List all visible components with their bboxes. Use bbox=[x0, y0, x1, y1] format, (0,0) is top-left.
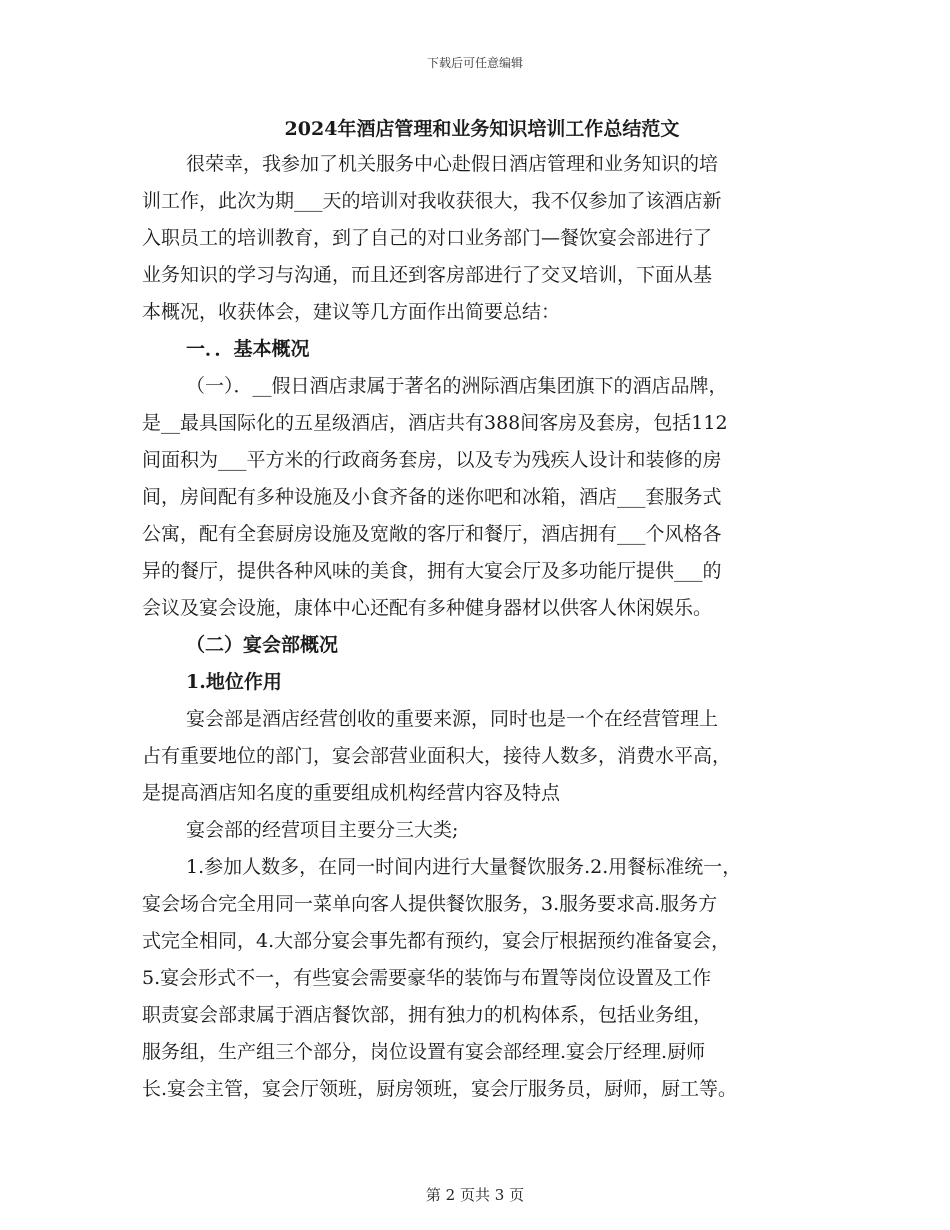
section-heading-line: 1.地位作用 bbox=[186, 671, 282, 693]
paragraph-line: 异的餐厅，提供各种风味的美食，拥有大宴会厅及多功能厅提供___的 bbox=[142, 560, 722, 582]
paragraph-line: 宴会部的经营项目主要分三大类; bbox=[186, 819, 459, 841]
paragraph-line: 是__最具国际化的五星级酒店，酒店共有388间客房及套房，包括112 bbox=[142, 412, 728, 434]
paragraph-line: 1.参加人数多，在同一时间内进行大量餐饮服务.2.用餐标准统一， bbox=[186, 856, 742, 878]
paragraph-line: 服务组，生产组三个部分，岗位设置有宴会部经理.宴会厅经理.厨师 bbox=[142, 1041, 706, 1063]
page-footer: 第 2 页共 3 页 bbox=[425, 1186, 525, 1204]
paragraph-line: 占有重要地位的部门，宴会部营业面积大，接待人数多，消费水平高， bbox=[142, 745, 732, 767]
paragraph-line: 长.宴会主管，宴会厅领班，厨房领班，宴会厅服务员，厨师，厨工等。 bbox=[142, 1078, 738, 1100]
page-header: 下载后可任意编辑 bbox=[426, 56, 523, 70]
paragraph-line: 式完全相同，4.大部分宴会事先都有预约，宴会厅根据预约准备宴会， bbox=[142, 930, 731, 952]
paragraph-line: 间，房间配有多种设施及小食齐备的迷你吧和冰箱，酒店___套服务式 bbox=[142, 486, 722, 508]
paragraph-line: 入职员工的培训教育，到了自己的对口业务部门—餐饮宴会部进行了 bbox=[142, 227, 713, 249]
section-heading-line: 一．．基本概况 bbox=[186, 338, 310, 360]
paragraph-line: （一）．__假日酒店隶属于著名的洲际酒店集团旗下的酒店品牌， bbox=[186, 375, 728, 397]
section-heading-line: （二）宴会部概况 bbox=[186, 634, 339, 656]
document-body bbox=[142, 112, 822, 1108]
paragraph-line: 宴会场合完全用同一菜单向客人提供餐饮服务，3.服务要求高.服务方 bbox=[142, 893, 718, 915]
paragraph-line: 训工作，此次为期___天的培训对我收获很大，我不仅参加了该酒店新 bbox=[142, 190, 722, 212]
paragraph-line: 是提高酒店知名度的重要组成机构经营内容及特点 bbox=[142, 782, 561, 804]
document-title: 2024年酒店管理和业务知识培训工作总结范文 bbox=[284, 118, 680, 140]
paragraph-lines bbox=[142, 146, 822, 1108]
paragraph-line: 职责宴会部隶属于酒店餐饮部，拥有独力的机构体系，包括业务组， bbox=[142, 1004, 713, 1026]
paragraph-line: 很荣幸，我参加了机关服务中心赴假日酒店管理和业务知识的培 bbox=[186, 153, 719, 175]
paragraph-line: 公寓，配有全套厨房设施及宽敞的客厅和餐厅，酒店拥有___个风格各 bbox=[142, 523, 722, 545]
paragraph-line: 业务知识的学习与沟通，而且还到客房部进行了交叉培训，下面从基 bbox=[142, 264, 713, 286]
paragraph-line: 间面积为___平方米的行政商务套房，以及专为残疾人设计和装修的房 bbox=[142, 449, 722, 471]
paragraph-line: 宴会部是酒店经营创收的重要来源，同时也是一个在经营管理上 bbox=[186, 708, 719, 730]
paragraph-line: 5.宴会形式不一，有些宴会需要豪华的装饰与布置等岗位设置及工作 bbox=[142, 967, 712, 989]
paragraph-line: 本概况，收获体会，建议等几方面作出简要总结： bbox=[142, 301, 561, 323]
paragraph-line: 会议及宴会设施，康体中心还配有多种健身器材以供客人休闲娱乐。 bbox=[142, 597, 713, 619]
